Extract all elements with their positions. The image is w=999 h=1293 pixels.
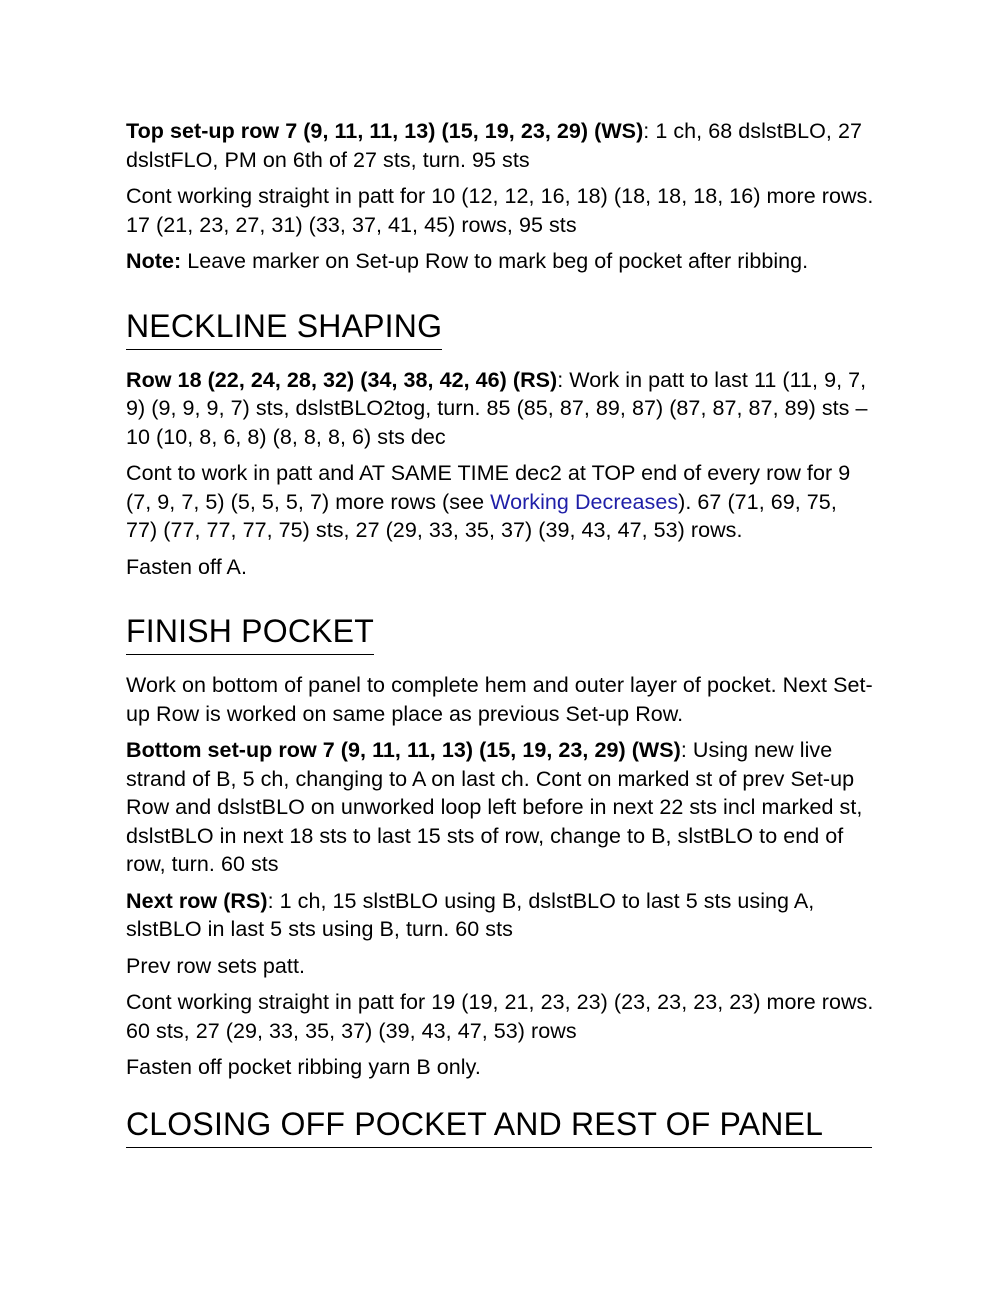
cont-straight-paragraph: Cont working straight in patt for 10 (12, 12, 16, 18) (18, 18, 18, 16) more rows. 17 (21, 23, 27, 31) (33, 37, 41, 45) rows, 95 sts [126, 184, 874, 237]
pattern-page [126, 117, 874, 1164]
fasten-off-b-paragraph: Fasten off pocket ribbing yarn B only. [126, 1055, 481, 1079]
row18-paragraph [126, 366, 874, 452]
bottom-setup-row-paragraph [126, 736, 874, 879]
neckline-cont-text-after: ). 67 (71, 69, 75, 77) (77, 77, 77, 75) sts, 27 (29, 33, 35, 37) (39, 43, 47, 53) rows. [126, 489, 837, 542]
finish-pocket-intro-paragraph: Work on bottom of panel to complete hem and outer layer of pocket. Next Set-up Row is worked on same place as previous Set-up Row. [126, 673, 873, 726]
prev-row-paragraph: Prev row sets patt. [126, 953, 305, 978]
note-paragraph [126, 247, 874, 276]
pocket-cont-straight-paragraph: Cont working straight in patt for 19 (19, 21, 23, 23) (23, 23, 23, 23) more rows. 60 sts, 27 (29, 33, 35, 37) (39, 43, 47, 53) rows [126, 990, 874, 1043]
finish-pocket-heading: FINISH POCKET [126, 611, 374, 655]
bottom-setup-row-label: Bottom set-up row 7 (9, 11, 11, 13) (15, 19, 23, 29) (WS) [126, 738, 681, 762]
row18-text: : Work in patt to last 11 (11, 9, 7, 9) (9, 9, 9, 7) sts, dslstBLO2tog, turn. 85 (85, 87, 89, 87) (87, 87, 87, 89) sts – 10 (10, 8, 6, 8) (8, 8, 8, 6) sts dec [126, 367, 868, 449]
bottom-setup-row-text: : Using new live strand of B, 5 ch, changing to A on last ch. Cont on marked st of prev Set-up Row and dslstBLO on unworked loop left before in next 22 sts incl marked st, dslstBLO in next 18 sts to last 15 sts of row, change to B, slstBLO to end of row, turn. 60 sts [126, 738, 863, 876]
next-row-label: Next row (RS) [126, 888, 268, 913]
next-row-text: : 1 ch, 15 slstBLO using B, dslstBLO to last 5 sts using A, slstBLO in last 5 sts using B, turn. 60 sts [126, 888, 815, 941]
neckline-cont-paragraph [126, 459, 874, 545]
top-setup-row-label: Top set-up row 7 (9, 11, 11, 13) (15, 19, 23, 29) (WS) [126, 119, 644, 143]
working-decreases-link[interactable]: Working Decreases [490, 489, 679, 514]
top-setup-row-text: : 1 ch, 68 dslstBLO, 27 dslstFLO, PM on 6th of 27 sts, turn. 95 sts [126, 119, 862, 172]
top-setup-row-paragraph [126, 117, 874, 174]
neckline-cont-text-before: Cont to work in patt and AT SAME TIME dec2 at TOP end of every row for 9 (7, 9, 7, 5) (5, 5, 5, 7) more rows (see [126, 461, 851, 514]
row18-label: Row 18 (22, 24, 28, 32) (34, 38, 42, 46) (RS) [126, 367, 558, 392]
neckline-shaping-heading: NECKLINE SHAPING [126, 306, 442, 350]
note-label: Note: [126, 249, 182, 273]
closing-off-heading: CLOSING OFF POCKET AND REST OF PANEL [126, 1104, 872, 1148]
note-text: Leave marker on Set-up Row to mark beg of pocket after ribbing. [181, 249, 809, 273]
fasten-off-a-paragraph: Fasten off A. [126, 554, 247, 579]
next-row-paragraph [126, 887, 874, 944]
